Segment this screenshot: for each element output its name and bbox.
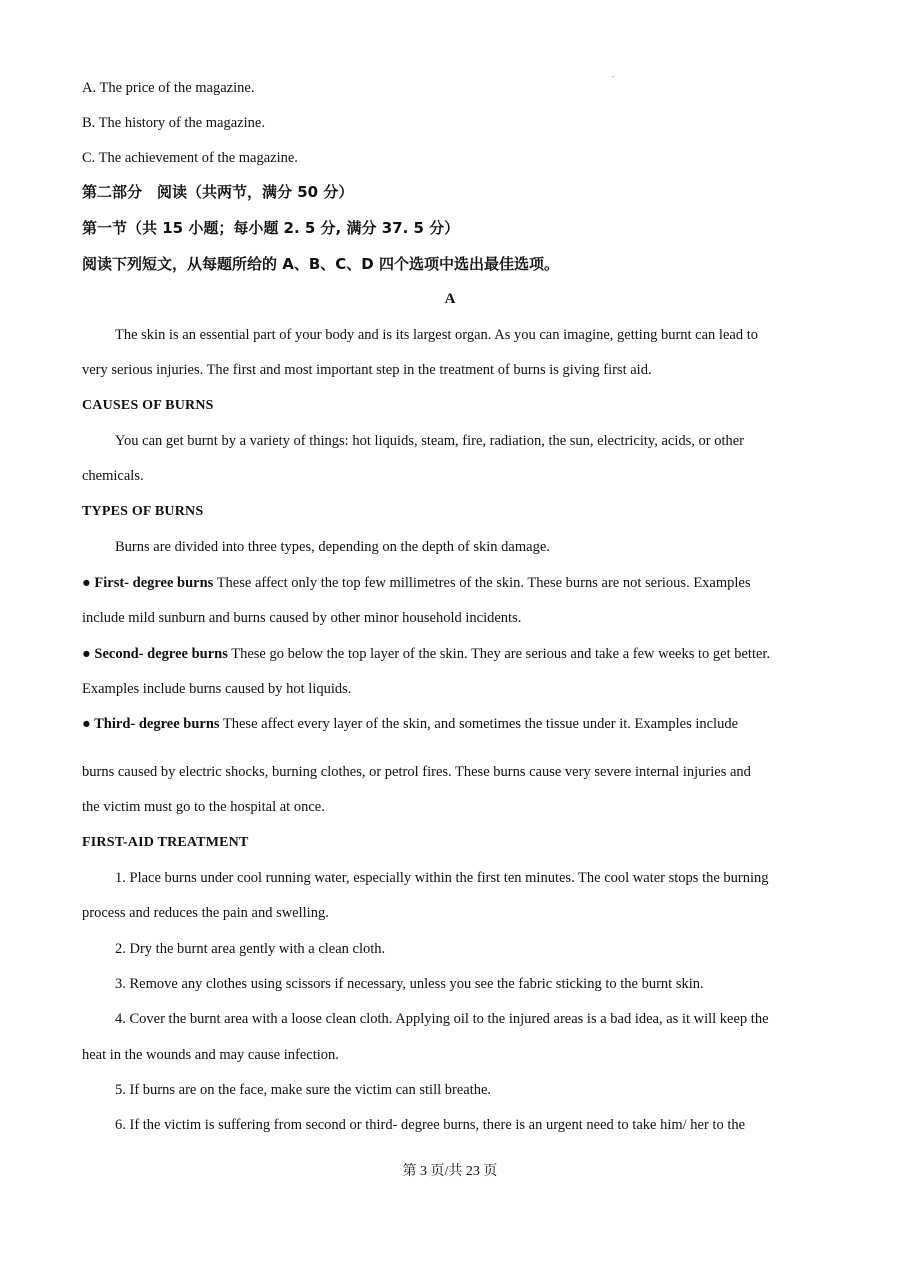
- step-3: 3. Remove any clothes using scissors if necessary, unless you see the fabric sticking to the burnt skin.: [115, 976, 704, 992]
- option-a: A. The price of the magazine.: [82, 80, 255, 96]
- second-degree-term: ● Second- degree burns: [82, 646, 228, 662]
- types-intro: Burns are divided into three types, depending on the depth of skin damage.: [115, 539, 550, 555]
- option-b: B. The history of the magazine.: [82, 115, 265, 131]
- causes-heading: CAUSES OF BURNS: [82, 398, 214, 413]
- passage-label: A: [444, 291, 456, 307]
- first-degree-term: ● First- degree burns: [82, 575, 214, 591]
- intro-line-2: very serious injuries. The first and most important step in the treatment of burns is giving first aid.: [82, 362, 652, 378]
- causes-line-1: You can get burnt by a variety of things: hot liquids, steam, fire, radiation, the sun, electricity, acids, or other: [115, 433, 744, 449]
- types-heading: TYPES OF BURNS: [82, 504, 204, 519]
- part-title: 第二部分 阅读（共两节，满分 50 分）: [82, 183, 354, 201]
- step-6-line-1: 6. If the victim is suffering from second or third- degree burns, there is an urgent need to take him/ her to the: [115, 1117, 746, 1133]
- third-degree-text: These affect every layer of the skin, and sometimes the tissue under it. Examples include: [219, 716, 739, 732]
- first-degree-text: These affect only the top few millimetres of the skin. These burns are not serious. Examples: [213, 575, 751, 591]
- third-degree-line-2: burns caused by electric shocks, burning clothes, or petrol fires. These burns cause very severe internal injuries and: [82, 764, 751, 780]
- page-number: 第 3 页/共 23 页: [402, 1164, 498, 1179]
- second-degree-line-1: [82, 644, 827, 664]
- intro-line-1: The skin is an essential part of your body and is its largest organ. As you can imagine, getting burnt can lead to: [115, 327, 758, 343]
- third-degree-line-1: [82, 714, 827, 734]
- subsection-title: 第一节（共 15 小题；每小题 2. 5 分, 满分 37. 5 分）: [82, 219, 460, 237]
- option-c: C. The achievement of the magazine.: [82, 150, 298, 166]
- first-degree-line-1: [82, 573, 827, 593]
- first-degree-line-2: include mild sunburn and burns caused by other minor household incidents.: [82, 610, 522, 626]
- scan-speck: [612, 76, 614, 77]
- instruction: 阅读下列短文，从每题所给的 A、B、C、D 四个选项中选出最佳选项。: [82, 255, 559, 273]
- step-1-line-1: 1. Place burns under cool running water, especially within the first ten minutes. The cool water stops the burning: [115, 870, 769, 886]
- step-4-line-2: heat in the wounds and may cause infection.: [82, 1047, 339, 1063]
- step-1-line-2: process and reduces the pain and swelling.: [82, 905, 329, 921]
- step-5: 5. If burns are on the face, make sure the victim can still breathe.: [115, 1082, 492, 1098]
- causes-line-2: chemicals.: [82, 468, 144, 484]
- second-degree-line-2: Examples include burns caused by hot liquids.: [82, 681, 352, 697]
- step-2: 2. Dry the burnt area gently with a clean cloth.: [115, 941, 386, 957]
- treatment-heading: FIRST-AID TREATMENT: [82, 835, 249, 850]
- third-degree-line-3: the victim must go to the hospital at once.: [82, 799, 325, 815]
- second-degree-text: These go below the top layer of the skin. They are serious and take a few weeks to get better.: [227, 646, 771, 662]
- third-degree-term: ● Third- degree burns: [82, 716, 220, 732]
- step-4-line-1: 4. Cover the burnt area with a loose clean cloth. Applying oil to the injured areas is a bad idea, as it will keep the: [115, 1011, 769, 1027]
